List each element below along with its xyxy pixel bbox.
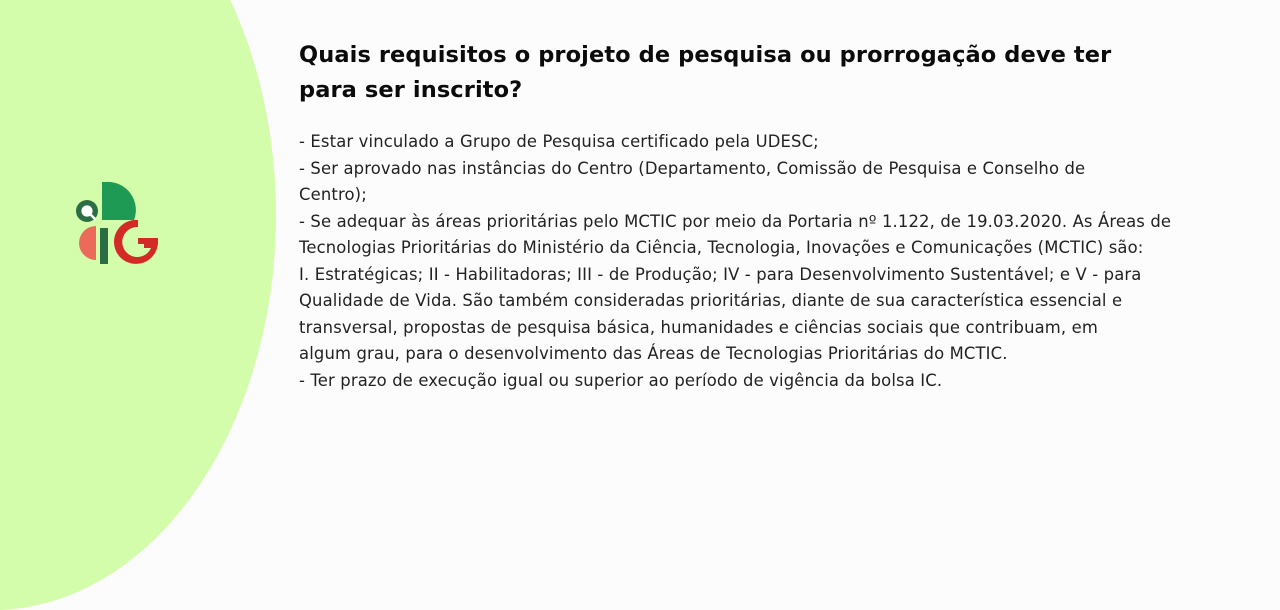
ic-logo-icon [74, 180, 164, 270]
answer-line: Centro); [299, 185, 367, 204]
faq-question [299, 38, 1259, 108]
answer-line: - Ter prazo de execução igual ou superior ao período de vigência da bolsa IC. [299, 370, 943, 390]
ic-logo-magnifier-icon [74, 180, 164, 270]
answer-line: transversal, propostas de pesquisa básica, humanidades e ciências sociais que contribuam, em [299, 317, 1098, 337]
answer-line: - Estar vinculado a Grupo de Pesquisa certificado pela UDESC; [299, 132, 819, 151]
answer-line: algum grau, para o desenvolvimento das Áreas de Tecnologias Prioritárias do MCTIC. [299, 344, 1008, 363]
answer-line: - Ser aprovado nas instâncias do Centro (Departamento, Comissão de Pesquisa e Conselho de [299, 158, 1086, 178]
faq-answer [299, 129, 1259, 394]
background-green-shape [0, 0, 276, 610]
answer-line: - Se adequar às áreas prioritárias pelo MCTIC por meio da Portaria nº 1.122, de 19.03.2020. As Áreas de [299, 211, 1172, 231]
faq-question-line-2: para ser inscrito? [299, 77, 523, 103]
faq-content [299, 38, 1259, 394]
answer-line: Qualidade de Vida. São também consideradas prioritárias, diante de sua característica essencial e [299, 291, 1123, 310]
answer-line: I. Estratégicas; II - Habilitadoras; III - de Produção; IV - para Desenvolvimento Sustentável; e V - para [299, 264, 1142, 284]
faq-question-line-1: Quais requisitos o projeto de pesquisa ou prorrogação deve ter [299, 42, 1112, 68]
answer-line: Tecnologias Prioritárias do Ministério da Ciência, Tecnologia, Inovações e Comunicações (MCTIC) são: [299, 238, 1144, 257]
